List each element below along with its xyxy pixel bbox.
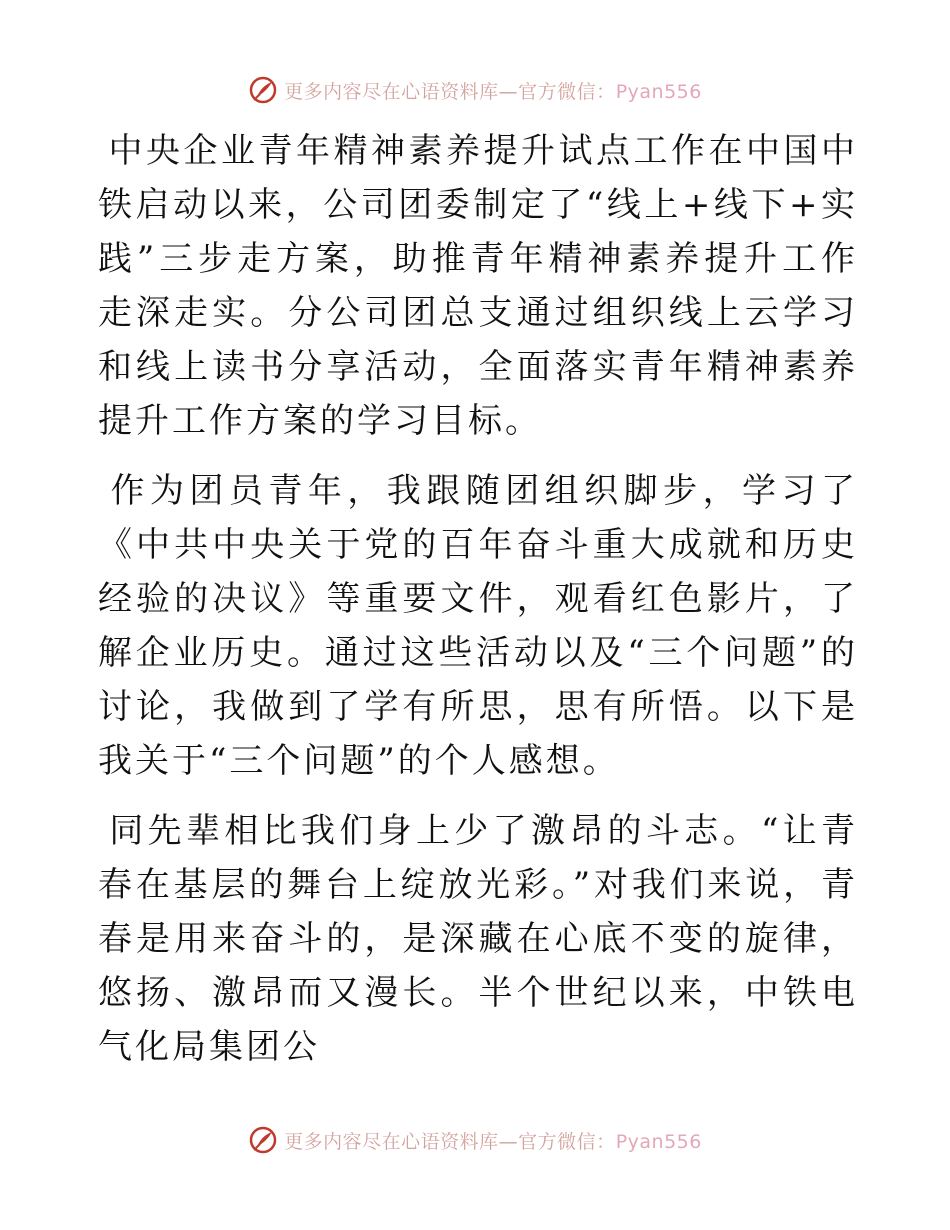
feather-pen-logo-icon [248, 75, 278, 105]
watermark-group [248, 75, 702, 105]
watermark-text: 更多内容尽在心语资料库—官方微信：Pyan556 [284, 1130, 702, 1153]
feather-pen-logo-icon [248, 1125, 278, 1155]
paragraph-2: 作为团员青年，我跟随团组织脚步，学习了《中共中央关于党的百年奋斗重大成就和历史经验的决议》等重要文件，观看红色影片，了解企业历史。通过这些活动以及“三个问题”的讨论，我做到了学有所思，思有所悟。以下是我关于“三个问题”的个人感想。 [98, 471, 858, 781]
document-body [98, 124, 858, 1090]
watermark-group [248, 1125, 702, 1155]
paragraph-3: 同先辈相比我们身上少了激昂的斗志。“让青春在基层的舞台上绽放光彩。”对我们来说，青春是用来奋斗的，是深藏在心底不变的旋律，悠扬、激昂而又漫长。半个世纪以来，中铁电气化局集团公 [98, 811, 858, 1067]
header-watermark [0, 70, 950, 110]
paragraph-1: 中央企业青年精神素养提升试点工作在中国中铁启动以来，公司团委制定了“线上+线下+实践”三步走方案，助推青年精神素养提升工作走深走实。分公司团总支通过组织线上云学习和线上读书分享活动，全面落实青年精神素养提升工作方案的学习目标。 [98, 131, 858, 441]
footer-watermark [0, 1120, 950, 1160]
watermark-text: 更多内容尽在心语资料库—官方微信：Pyan556 [284, 80, 702, 103]
